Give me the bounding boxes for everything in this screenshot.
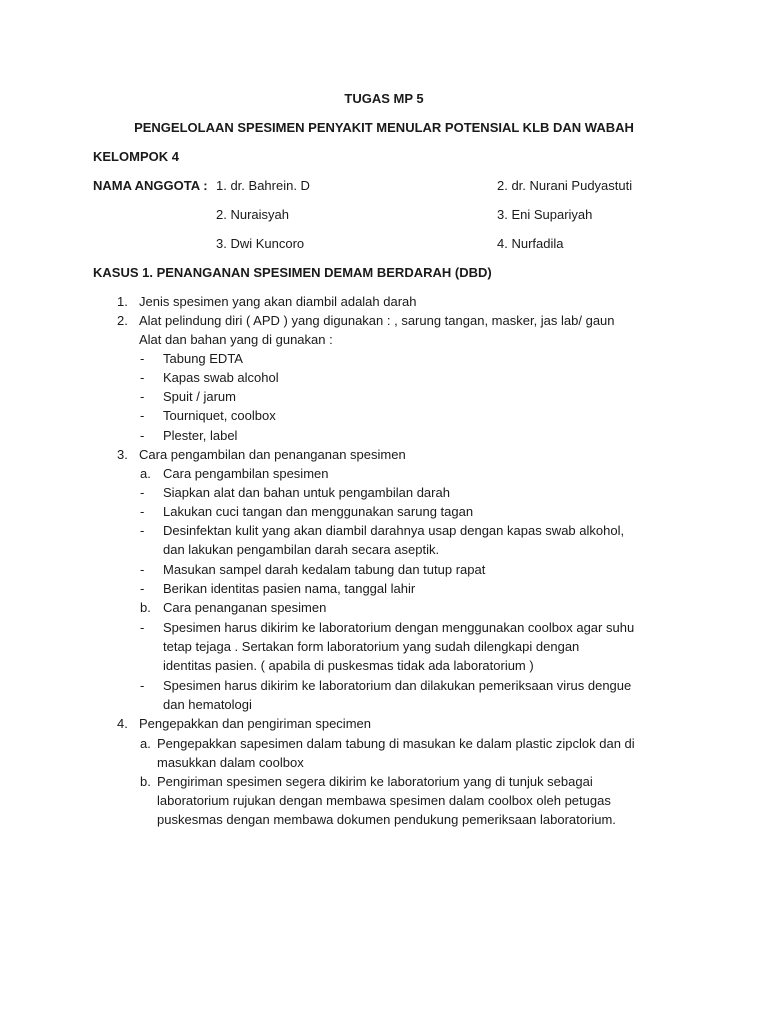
list-letter: b. (140, 774, 151, 789)
list-item: Pengepakkan dan pengiriman specimen (139, 716, 371, 731)
group-label: KELOMPOK 4 (93, 149, 179, 164)
list-item: Cara pengambilan spesimen (163, 466, 329, 481)
list-letter: a. (140, 466, 151, 481)
dash-bullet: - (140, 370, 145, 385)
list-letter: b. (140, 600, 151, 615)
list-item: Masukan sampel darah kedalam tabung dan tutup rapat (163, 562, 486, 577)
list-item: Lakukan cuci tangan dan menggunakan sarung tagan (163, 504, 474, 519)
list-item: dan hematologi (163, 697, 252, 712)
case-title: KASUS 1. PENANGANAN SPESIMEN DEMAM BERDARAH (DBD) (93, 265, 492, 280)
list-item: Spesimen harus dikirim ke laboratorium dengan menggunakan coolbox agar suhu (163, 620, 635, 635)
list-item: Desinfektan kulit yang akan diambil darahnya usap dengan kapas swab alkohol, (163, 523, 625, 538)
list-item: laboratorium rujukan dengan membawa spesimen dalam coolbox oleh petugas (157, 793, 611, 808)
member-2: 2. dr. Nurani Pudyastuti (497, 178, 633, 193)
list-item: puskesmas dengan membawa dokumen pendukung pemeriksaan laboratorium. (157, 812, 616, 827)
document-title: TUGAS MP 5 (344, 91, 424, 106)
list-item: Tourniquet, coolbox (163, 408, 276, 423)
list-item: Spesimen harus dikirim ke laboratorium dan dilakukan pemeriksaan virus dengue (163, 678, 632, 693)
list-letter: a. (140, 736, 151, 751)
dash-bullet: - (140, 389, 145, 404)
dash-bullet: - (140, 678, 145, 693)
dash-bullet: - (140, 428, 145, 443)
member-4: 3. Eni Supariyah (497, 207, 593, 222)
member-1: 1. dr. Bahrein. D (216, 178, 310, 193)
list-number: 3. (117, 447, 128, 462)
dash-bullet: - (140, 351, 145, 366)
dash-bullet: - (140, 562, 145, 577)
list-item: dan lakukan pengambilan darah secara aseptik. (163, 542, 440, 557)
dash-bullet: - (140, 523, 145, 538)
list-number: 2. (117, 313, 128, 328)
list-item: Tabung EDTA (163, 351, 243, 366)
list-item: Pengiriman spesimen segera dikirim ke laboratorium yang di tunjuk sebagai (157, 774, 593, 789)
list-item: Berikan identitas pasien nama, tanggal lahir (163, 581, 416, 596)
list-item: Spuit / jarum (163, 389, 236, 404)
list-item: Siapkan alat dan bahan untuk pengambilan darah (163, 485, 450, 500)
list-item: Plester, label (163, 428, 238, 443)
list-item: masukkan dalam coolbox (157, 755, 304, 770)
member-5: 3. Dwi Kuncoro (216, 236, 305, 251)
dash-bullet: - (140, 620, 145, 635)
list-item: identitas pasien. ( apabila di puskesmas tidak ada laboratorium ) (163, 658, 534, 673)
document-subtitle: PENGELOLAAN SPESIMEN PENYAKIT MENULAR POTENSIAL KLB DAN WABAH (134, 120, 634, 135)
list-item: Alat pelindung diri ( APD ) yang digunakan : , sarung tangan, masker, jas lab/ gaun (139, 313, 615, 328)
list-number: 1. (117, 294, 128, 309)
list-item: Cara pengambilan dan penanganan spesimen (139, 447, 406, 462)
member-6: 4. Nurfadila (497, 236, 564, 251)
list-item: Pengepakkan sapesimen dalam tabung di masukan ke dalam plastic zipclok dan di (157, 736, 635, 751)
list-item: Jenis spesimen yang akan diambil adalah darah (139, 294, 417, 309)
member-3: 2. Nuraisyah (216, 207, 289, 222)
list-item: tetap tejaga . Sertakan form laboratorium yang sudah dilengkapi dengan (163, 639, 580, 654)
list-item: Alat dan bahan yang di gunakan : (139, 332, 333, 347)
list-item: Kapas swab alcohol (163, 370, 279, 385)
list-number: 4. (117, 716, 128, 731)
dash-bullet: - (140, 504, 145, 519)
dash-bullet: - (140, 408, 145, 423)
members-label: NAMA ANGGOTA : (93, 178, 208, 193)
list-item: Cara penanganan spesimen (163, 600, 327, 615)
dash-bullet: - (140, 581, 145, 596)
dash-bullet: - (140, 485, 145, 500)
